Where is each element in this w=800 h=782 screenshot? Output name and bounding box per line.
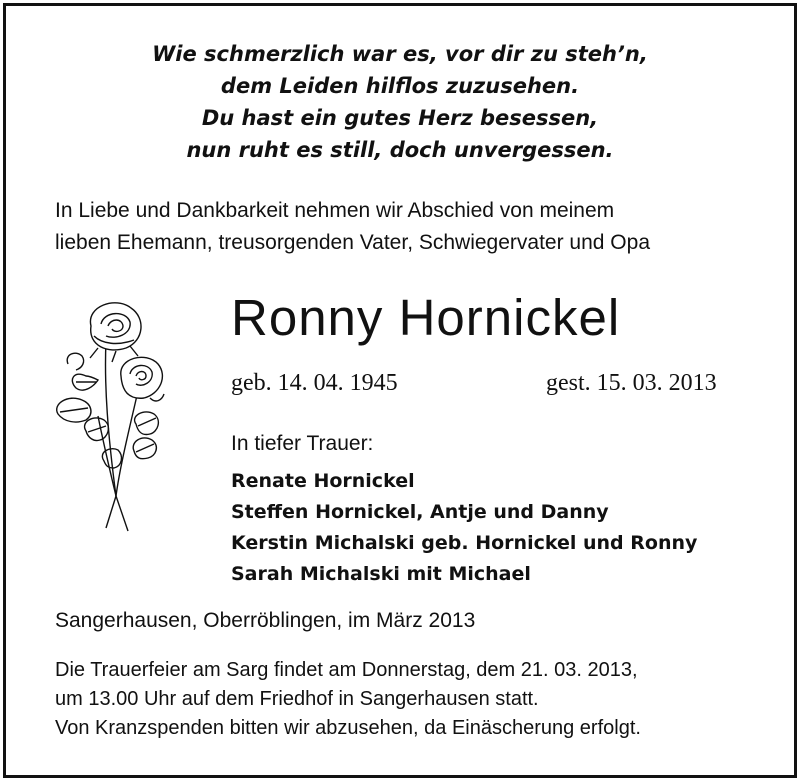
deceased-name: Ronny Hornickel (231, 289, 621, 346)
mourner-name: Renate Hornickel (231, 470, 415, 492)
poem-line: nun ruht es still, doch unvergessen. (186, 138, 614, 162)
service-line: Die Trauerfeier am Sarg findet am Donnerstag, dem 21. 03. 2013, (55, 659, 638, 681)
poem-line: Du hast ein gutes Herz besessen, (201, 106, 599, 130)
poem (6, 38, 794, 166)
poem-line: Wie schmerzlich war es, vor dir zu steh’n, (152, 42, 648, 66)
mourner-name: Kerstin Michalski geb. Hornickel und Ronny (231, 532, 698, 554)
poem-line: dem Leiden hilflos zuzusehen. (220, 74, 580, 98)
mourner-list (231, 466, 697, 590)
obituary-frame (3, 3, 797, 778)
rose-illustration (46, 296, 176, 546)
funeral-service-info (55, 656, 775, 743)
birth-date: geb. 14. 04. 1945 (231, 370, 398, 396)
service-line: Von Kranzspenden bitten wir abzusehen, da Einäscherung erfolgt. (55, 717, 641, 739)
intro-line: In Liebe und Dankbarkeit nehmen wir Abschied von meinem (55, 199, 615, 222)
place-and-date: Sangerhausen, Oberröblingen, im März 2013 (55, 609, 476, 632)
mourning-heading: In tiefer Trauer: (231, 432, 374, 455)
death-date: gest. 15. 03. 2013 (546, 370, 717, 396)
intro-line: lieben Ehemann, treusorgenden Vater, Schwiegervater und Opa (55, 231, 650, 254)
service-line: um 13.00 Uhr auf dem Friedhof in Sangerhausen statt. (55, 688, 539, 710)
farewell-intro (55, 195, 775, 259)
mourner-name: Sarah Michalski mit Michael (231, 563, 531, 585)
mourner-name: Steffen Hornickel, Antje und Danny (231, 501, 609, 523)
obituary-notice (6, 6, 794, 775)
